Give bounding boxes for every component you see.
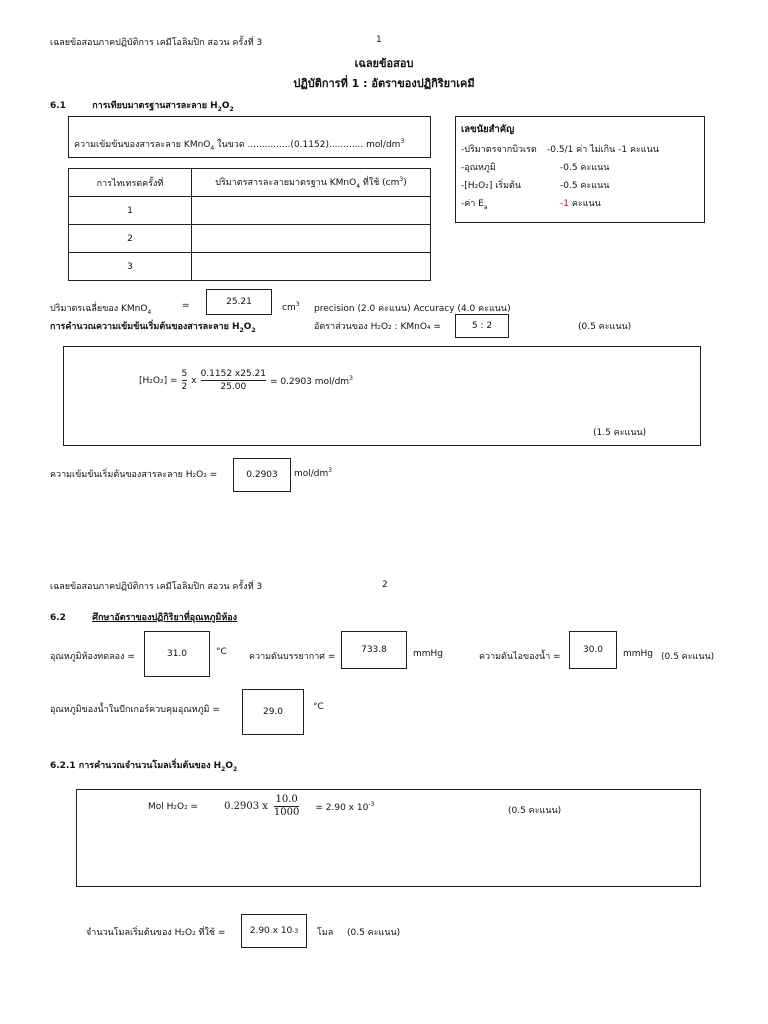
fraction-denominator: 2: [181, 382, 188, 392]
mol-coef: 0.2903 x: [224, 801, 268, 812]
mol-result-text: = 2.90 x 10: [315, 802, 369, 813]
ea-sub: a: [483, 203, 488, 211]
avg-unit-sup: 3: [295, 301, 300, 308]
section-heading: [50, 610, 237, 624]
subsection-text: 6.2.1 การคำนวณจำนวนโมลเริ่มต้นของ H: [50, 761, 222, 771]
mol-result-value[interactable]: [241, 914, 307, 948]
pressure-unit: mmHg: [413, 649, 444, 659]
vapor-unit: mmHg: [623, 649, 654, 659]
formula-times: x: [191, 375, 197, 386]
header-volume-sub: 4: [356, 182, 361, 190]
subsection-sub2: 2: [233, 765, 238, 773]
scoring-title: เลขนัยสำคัญ: [461, 124, 515, 135]
formula-lhs: [H₂O₂] =: [139, 375, 178, 386]
table-row: [69, 253, 431, 281]
scoring-value: -0.5 คะแนน: [560, 163, 610, 173]
titration-table: [68, 168, 431, 281]
ratio-points: (0.5 คะแนน): [578, 322, 632, 332]
section-number: 6.1: [50, 101, 66, 111]
mol-result-unit: โมล: [317, 928, 334, 938]
conc-prefix: ความเข้มข้นของสารละลาย KMnO: [74, 140, 211, 150]
pressure-value[interactable]: 733.8: [341, 631, 407, 669]
calc-heading: [50, 319, 256, 334]
subsection-tail: O: [225, 761, 233, 771]
mol-result-value-text: 2.90 x 10: [249, 926, 293, 936]
initial-conc-value[interactable]: 0.2903: [233, 458, 291, 492]
fraction-numerator: 0.1152 x25.21: [200, 369, 267, 379]
mol-fraction: [274, 794, 299, 819]
room-temp-unit: °C: [216, 647, 227, 657]
mol-result-points: (0.5 คะแนน): [347, 928, 401, 938]
vapor-value[interactable]: 30.0: [569, 631, 617, 669]
conc-sup: 3: [400, 138, 405, 145]
scoring-label: -[H₂O₂] เริ่มต้น: [461, 181, 522, 191]
room-temp-label: อุณหภูมิห้องทดลอง =: [50, 652, 135, 662]
formula-result: [270, 375, 353, 387]
formula-result-text: = 0.2903 mol/dm: [270, 376, 350, 387]
header-volume-sup: 3: [399, 176, 404, 184]
table-cell-volume[interactable]: [192, 197, 431, 225]
table-cell-volume[interactable]: [192, 253, 431, 281]
formula: [139, 368, 353, 393]
initial-conc-label: ความเข้มข้นเริ่มต้นของสารละลาย H₂O₂ =: [50, 470, 218, 480]
avg-volume-value[interactable]: 25.21: [206, 289, 272, 315]
header-volume-unit: ที่ใช้ (cm: [360, 178, 400, 189]
formula-points: (1.5 คะแนน): [593, 428, 647, 438]
fraction-numerator: 10.0: [275, 794, 298, 805]
page-number: 2: [382, 580, 388, 590]
avg-volume-note: precision (2.0 คะแนน) Accuracy (4.0 คะแนน): [314, 304, 511, 314]
scoring-label: [461, 196, 488, 211]
conc-mid: ในขวด ...............(0.1152)............ mol/dm: [214, 140, 401, 150]
ea-value: -1: [560, 199, 569, 209]
ea-label: -ค่า E: [461, 199, 484, 209]
section-title: ศึกษาอัตราของปฏิกิริยาที่อุณหภูมิห้อง: [92, 613, 238, 623]
section-title-tail: O: [221, 101, 230, 111]
fraction-denominator: 1000: [273, 807, 300, 818]
page-header: เฉลยข้อสอบภาคปฏิบัติการ เคมีโอลิมปิก สอวน ครั้งที่ 3: [50, 582, 263, 592]
ratio-label: อัตราส่วนของ H₂O₂ : KMnO₄ =: [314, 322, 441, 332]
beaker-temp-label: อุณหภูมิของน้ำในบีกเกอร์ควบคุมอุณหภูมิ =: [50, 705, 220, 715]
table-cell-index: 2: [69, 225, 192, 253]
initial-conc-unit-sup: 3: [328, 467, 333, 474]
beaker-temp-unit: °C: [313, 702, 324, 712]
room-temp-value[interactable]: 31.0: [144, 631, 210, 677]
scoring-value: -0.5 คะแนน: [560, 181, 610, 191]
page-header: เฉลยข้อสอบภาคปฏิบัติการ เคมีโอลิมปิก สอวน ครั้งที่ 3: [50, 38, 263, 48]
doc-subtitle: ปฏิบัติการที่ 1 : อัตราของปฏิกิริยาเคมี: [293, 77, 475, 90]
mol-result: [315, 801, 374, 813]
mol-result-label: จำนวนโมลเริ่มต้นของ H₂O₂ ที่ใช้ =: [86, 928, 226, 938]
scoring-value: -0.5/1 ค่า ไม่เกิน -1 คะแนน: [547, 145, 659, 155]
initial-conc-unit-text: mol/dm: [294, 469, 329, 479]
vapor-points: (0.5 คะแนน): [661, 652, 715, 662]
calc-heading-text: การคำนวณความเข้มข้นเริ่มต้นของสารละลาย H: [50, 322, 240, 332]
scoring-value: [560, 196, 601, 210]
table-cell-index: 3: [69, 253, 192, 281]
beaker-temp-value[interactable]: 29.0: [242, 689, 304, 735]
mol-lhs: Mol H₂O₂ =: [148, 801, 199, 812]
table-row: [69, 225, 431, 253]
avg-volume-label: [50, 301, 151, 316]
table-header-row: [69, 169, 431, 197]
page-number: 1: [376, 35, 382, 45]
mol-formula: [148, 794, 374, 819]
formula-fraction-values: [201, 368, 266, 393]
avg-unit: cm: [282, 303, 296, 313]
fraction-numerator: 5: [181, 369, 188, 379]
table-header-volume: [192, 169, 431, 197]
scoring-label: -อุณหภูมิ: [461, 163, 496, 173]
concentration-line: [74, 137, 404, 152]
table-row: [69, 197, 431, 225]
calc-heading-sub2: 2: [251, 326, 256, 334]
formula-fraction-ratio: [182, 368, 188, 393]
section-title: การเทียบมาตรฐานสารละลาย H: [92, 101, 218, 111]
mol-result-sup: -3: [368, 800, 375, 808]
table-cell-volume[interactable]: [192, 225, 431, 253]
pressure-label: ความดันบรรยากาศ =: [249, 652, 336, 662]
section-heading: [50, 98, 234, 113]
mol-result-value-sup: -3: [292, 927, 299, 935]
section-sub: 2: [217, 105, 222, 113]
fraction-denominator: 25.00: [220, 382, 247, 392]
calc-heading-sub: 2: [239, 326, 244, 334]
subsection-sub: 2: [221, 765, 226, 773]
scoring-label: -ปริมาตรจากบิวเรต: [461, 145, 537, 155]
table-header-titration: การไทเทรตครั้งที่: [69, 169, 192, 197]
header-volume-text: ปริมาตรสารละลายมาตรฐาน KMnO: [215, 178, 357, 189]
ea-value-tail: คะแนน: [568, 199, 601, 209]
mol-calc-points: (0.5 คะแนน): [508, 806, 562, 816]
avg-label-sub: 4: [147, 308, 152, 316]
subsection-heading: [50, 758, 237, 773]
ratio-value[interactable]: 5 : 2: [455, 314, 509, 338]
formula-result-sup: 3: [349, 374, 353, 382]
vapor-label: ความดันไอของน้ำ =: [479, 652, 561, 662]
calc-heading-tail: O: [243, 322, 252, 332]
initial-conc-unit: [294, 467, 332, 479]
avg-volume-unit: [282, 301, 300, 313]
avg-label-text: ปริมาตรเฉลี่ยของ KMnO: [50, 304, 148, 314]
section-number: 6.2: [50, 613, 66, 623]
section-sub2: 2: [229, 105, 234, 113]
table-cell-index: 1: [69, 197, 192, 225]
doc-title: เฉลยข้อสอบ: [354, 57, 414, 70]
header-volume-close: ): [403, 178, 407, 189]
avg-volume-eq: =: [182, 301, 190, 311]
conc-sub: 4: [210, 144, 215, 152]
